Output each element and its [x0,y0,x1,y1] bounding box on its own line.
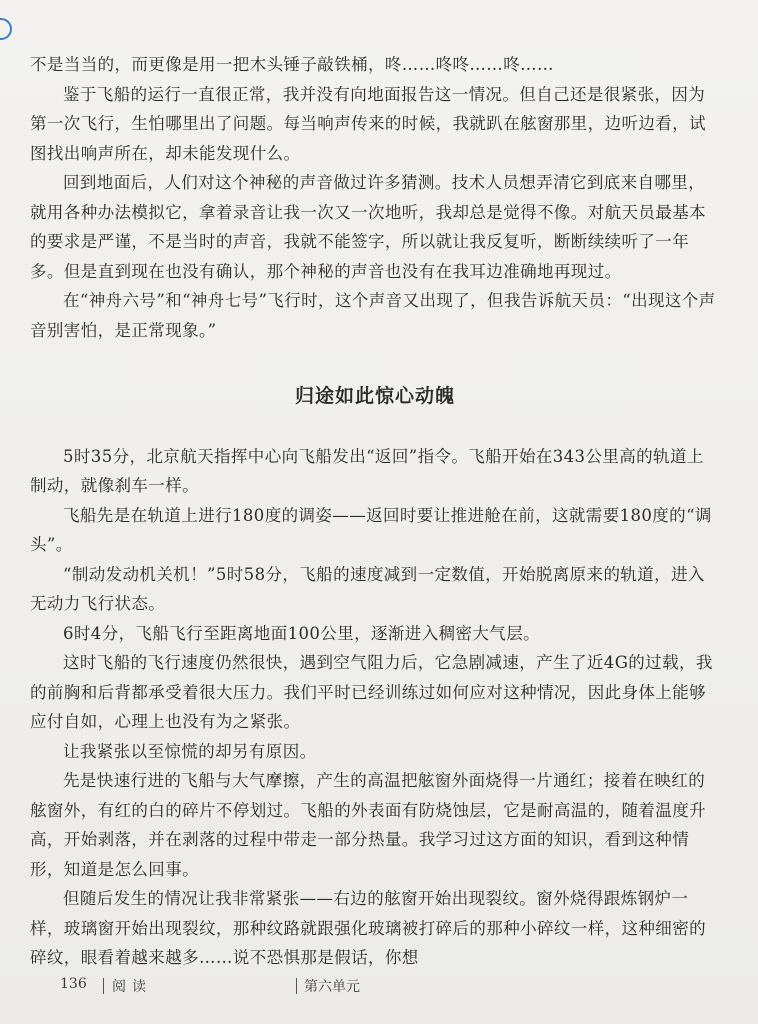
paragraph: 让我紧张以至惊慌的却另有原因。 [63,741,317,761]
paragraph: “制动发动机关机！”5时58分，飞船的速度减到一定数值，开始脱离原来的轨道，进入无动力飞行状态。 [30,564,705,613]
section-title: 归途如此惊心动魄 [294,385,455,407]
paragraph: 6时4分，飞船飞行至距离地面100公里，逐渐进入稠密大气层。 [63,623,540,643]
paragraph: 飞船先是在轨道上进行180度的调姿——返回时要让推进舱在前，这就需要180度的“调头”。 [30,505,712,554]
paragraphs-top [30,50,720,345]
page-number: 136 [60,976,87,992]
paragraph: 这时飞船的飞行速度仍然很快，遇到空气阻力后，它急剧减速，产生了近4G的过载，我的前胸和后背都承受着很大压力。我们平时已经训练过如何应对这种情况，因此身体上能够应付自如，心理上也没有为之紧张。 [30,653,713,731]
paragraph: 但随后发生的情况让我非常紧张——右边的舷窗开始出现裂纹。窗外烧得跟炼钢炉一样，玻璃窗开始出现裂纹，那种纹路就跟强化玻璃被打碎后的那种小碎纹一样，这种细密的碎纹，眼看着越来越多……说不恐惧那是假话，你想 [30,889,706,967]
page-footer [60,976,700,1000]
corner-mark [0,18,12,40]
unit-label: 第六单元 [304,979,360,995]
paragraph: 先是快速行进的飞船与大气摩擦，产生的高温把舷窗外面烧得一片通红；接着在映红的舷窗外，有红的白的碎片不停划过。飞船的外表面有防烧蚀层，它是耐高温的，随着温度升高，开始剥落，并在剥落的过程中带走一部分热量。我学习过这方面的知识，看到这种情形，知道是怎么回事。 [30,771,706,879]
paragraph: 5时35分，北京航天指挥中心向飞船发出“返回”指令。飞船开始在343公里高的轨道上制动，就像刹车一样。 [30,446,704,495]
paragraph: 回到地面后，人们对这个神秘的声音做过许多猜测。技术人员想弄清它到底来自哪里，就用各种办法模拟它，拿着录音让我一次又一次地听，我却总是觉得不像。对航天员最基本的要求是严谨，不是当时的声音，我就不能签字，所以就让我反复听，断断续续听了一年多。但是直到现在也没有确认，那个神秘的声音也没有在我耳边准确地再现过。 [30,173,706,281]
paragraph: 鉴于飞船的运行一直很正常，我并没有向地面报告这一情况。但自己还是很紧张，因为第一次飞行，生怕哪里出了问题。每当响声传来的时候，我就趴在舷窗那里，边听边看，试图找出响声所在，却未能发现什么。 [30,84,706,163]
footer-divider [296,978,297,994]
body-text [30,50,720,973]
paragraphs-bottom [30,442,720,973]
paragraph: 在“神舟六号”和“神舟七号”飞行时，这个声音又出现了，但我告诉航天员：“出现这个声音别害怕，是正常现象。” [30,291,716,340]
book-title: 阅读 [112,979,152,995]
paragraph: 不是当当的，而更像是用一把木头锤子敲铁桶，咚……咚咚……咚…… [30,55,554,74]
footer-divider [103,978,104,994]
